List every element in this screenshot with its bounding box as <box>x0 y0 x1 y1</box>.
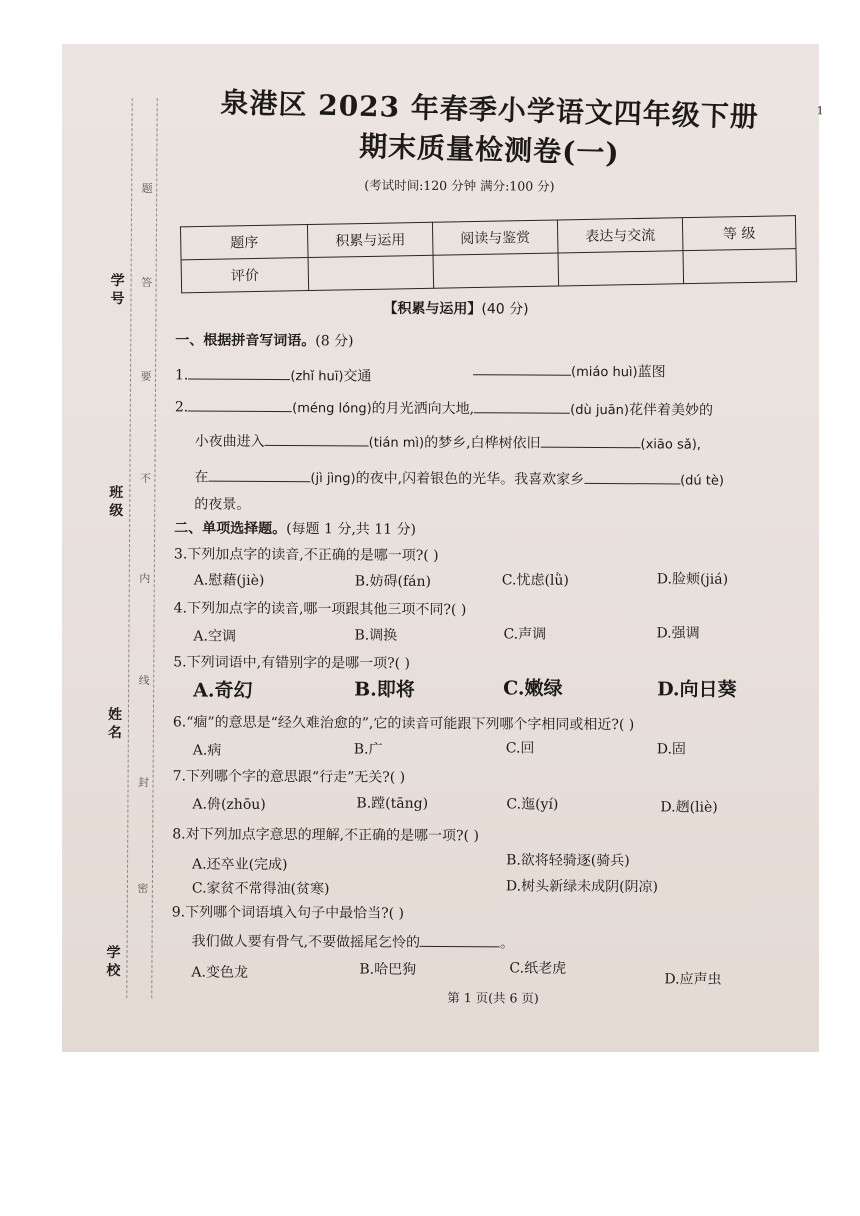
pinyin-prompt: (dú tè) <box>680 473 725 489</box>
margin-warning-char: 要 <box>140 370 152 384</box>
answer-blank[interactable] <box>188 364 290 380</box>
question-number: 1. <box>175 367 189 384</box>
question-2-line3 <box>194 466 724 491</box>
score-table-input-cell[interactable] <box>308 255 434 290</box>
question-8-option-a[interactable]: A.还卒业(完成) <box>192 856 288 874</box>
part1-heading <box>175 330 353 351</box>
margin-warning-char: 内 <box>139 572 151 586</box>
margin-dashed-line <box>151 98 157 998</box>
score-table-cell: 评价 <box>181 258 309 293</box>
question-6-option-d[interactable]: D.固 <box>656 741 687 758</box>
margin-warning-char: 线 <box>138 674 150 688</box>
question-4-option-d[interactable]: D.强调 <box>656 625 700 642</box>
question-7-option-b[interactable]: B.蹚(tāng) <box>356 795 429 812</box>
question-3-option-c[interactable]: C.忧虑(lǜ) <box>501 572 569 589</box>
answer-blank[interactable] <box>265 431 369 447</box>
question-4-option-b[interactable]: B.调换 <box>354 627 398 644</box>
section-name: 【积累与运用】 <box>383 300 482 318</box>
score-table-input-cell[interactable] <box>683 249 797 284</box>
margin-dashed-line <box>126 98 132 998</box>
answer-blank[interactable] <box>474 398 570 414</box>
question-4-option-a[interactable]: A.空调 <box>193 628 237 645</box>
pinyin-prompt: (méng lóng) <box>292 401 372 417</box>
margin-label-name: 姓名 <box>107 706 123 742</box>
score-table-cell: 阅读与鉴赏 <box>432 220 558 255</box>
question-7-option-d[interactable]: D.趔(liè) <box>660 799 718 816</box>
question-text: 的夜中,闪着银色的光华。我喜欢家乡 <box>355 470 585 488</box>
pinyin-prompt: (xiāo sǎ), <box>640 437 701 453</box>
score-table-cell: 等 级 <box>682 216 796 251</box>
page-footer: 第 1 页(共 6 页) <box>447 990 539 1006</box>
question-9-sentence <box>192 930 515 953</box>
score-table-input-cell[interactable] <box>558 251 684 286</box>
question-6-option-c[interactable]: C.回 <box>505 740 535 757</box>
part2-heading <box>174 518 416 539</box>
pinyin-prompt: (miáo huì) <box>571 364 638 381</box>
answer-blank[interactable] <box>188 396 292 412</box>
margin-label-student-id: 学号 <box>110 272 125 308</box>
part1-points: (8 分) <box>315 333 354 350</box>
pinyin-prompt: (zhǐ huī) <box>290 369 344 385</box>
question-number: 2. <box>174 399 189 416</box>
margin-label-class: 班级 <box>109 484 124 520</box>
question-2-line4: 的夜景。 <box>194 496 251 513</box>
score-table-cell: 表达与交流 <box>557 218 683 253</box>
page-mark: 1 <box>816 104 824 118</box>
question-text: 的梦乡,白桦树依旧 <box>424 434 541 452</box>
margin-warning-char: 不 <box>139 472 151 486</box>
margin-warning-char: 答 <box>141 276 153 290</box>
question-text: 在 <box>194 469 209 486</box>
question-7-option-c[interactable]: C.迤(yí) <box>506 796 559 813</box>
pinyin-prompt: (tián mì) <box>368 435 425 451</box>
answer-blank[interactable] <box>208 467 310 483</box>
exam-info: (考试时间:120 分钟 满分:100 分) <box>364 177 555 194</box>
question-3-stem: 3.下列加点字的读音,不正确的是哪一项?( ) <box>173 546 439 564</box>
exam-sheet <box>59 42 822 1055</box>
question-4-option-c[interactable]: C.声调 <box>503 626 547 643</box>
question-6-option-a[interactable]: A.病 <box>192 742 222 759</box>
score-table-cell: 题序 <box>180 225 308 260</box>
question-7-option-a[interactable]: A.侜(zhōu) <box>192 796 266 813</box>
question-text: 花伴着美妙的 <box>628 402 714 419</box>
question-8-stem: 8.对下列加点字意思的理解,不正确的是哪一项?( ) <box>172 826 479 845</box>
question-6-option-b[interactable]: B.广 <box>353 741 383 758</box>
question-2-line2 <box>195 430 701 455</box>
margin-warning-char: 题 <box>141 182 153 196</box>
part2-points: (每题 1 分,共 11 分) <box>286 521 417 538</box>
question-1 <box>175 364 372 387</box>
question-text: 。 <box>499 935 515 952</box>
question-8-option-b[interactable]: B.欲将轻骑逐(骑兵) <box>506 852 630 870</box>
exam-photo <box>62 44 824 1052</box>
question-5-option-c[interactable]: C.嫩绿 <box>503 677 563 700</box>
question-3-option-a[interactable]: A.慰藉(jiè) <box>193 572 265 589</box>
answer-blank[interactable] <box>541 433 641 449</box>
question-4-stem: 4.下列加点字的读音,哪一项跟其他三项不同?( ) <box>173 600 467 619</box>
margin-label-school: 学校 <box>106 944 121 980</box>
question-9-stem: 9.下列哪个词语填入句子中最恰当?( ) <box>171 904 405 922</box>
question-text: 蓝图 <box>637 364 666 381</box>
answer-blank[interactable] <box>584 469 680 485</box>
score-table-input-cell[interactable] <box>433 253 559 288</box>
question-9-option-b[interactable]: B.哈巴狗 <box>359 961 417 978</box>
question-8-option-c[interactable]: C.家贫不常得油(贫寒) <box>191 880 330 898</box>
question-text: 小夜曲进入 <box>194 433 265 450</box>
score-table-cell: 积累与运用 <box>307 222 433 257</box>
score-table <box>180 215 797 293</box>
question-9-option-d[interactable]: D.应声虫 <box>664 971 722 988</box>
exam-title-line1: 泉港区 2023 年春季小学语文四年级下册 <box>220 86 760 134</box>
pinyin-prompt: (dù juān) <box>570 402 630 419</box>
part2-heading-text: 二、单项选择题。 <box>174 520 287 538</box>
question-5-stem: 5.下列词语中,有错别字的是哪一项?( ) <box>173 654 411 672</box>
margin-warning-char: 封 <box>138 776 150 790</box>
question-text: 的月光洒向大地, <box>371 400 475 418</box>
question-1-b <box>473 360 666 383</box>
question-8-option-d[interactable]: D.树头新绿未成阴(阴凉) <box>505 878 659 896</box>
part1-heading-text: 一、根据拼音写词语。 <box>175 332 316 350</box>
margin-warning-char: 密 <box>137 882 149 896</box>
question-text: 我们做人要有骨气,不要做摇尾乞怜的 <box>191 933 421 951</box>
question-5-option-a[interactable]: A.奇幻 <box>193 679 253 702</box>
question-2-line1 <box>175 396 713 421</box>
question-text: 交通 <box>343 368 372 385</box>
question-7-stem: 7.下列哪个字的意思跟“行走”无关?( ) <box>172 768 406 786</box>
exam-title-line2: 期末质量检测卷(一) <box>358 129 621 170</box>
section-points: (40 分) <box>481 301 529 318</box>
question-9-option-c[interactable]: C.纸老虎 <box>509 960 567 977</box>
question-5-option-d[interactable]: D.向日葵 <box>657 678 737 701</box>
answer-blank[interactable] <box>420 932 500 947</box>
question-9-option-a[interactable]: A.变色龙 <box>191 964 249 981</box>
question-3-option-d[interactable]: D.脸颊(jiá) <box>656 571 729 588</box>
question-5-option-b[interactable]: B.即将 <box>354 678 415 701</box>
pinyin-prompt: (jì jìng) <box>310 471 356 487</box>
section-heading <box>383 298 528 319</box>
question-3-option-b[interactable]: B.妨碍(fán) <box>354 573 432 590</box>
answer-blank[interactable] <box>473 360 571 376</box>
question-6-stem: 6.“痼”的意思是“经久难治愈的”,它的读音可能跟下列哪个字相同或相近?( ) <box>172 714 635 734</box>
